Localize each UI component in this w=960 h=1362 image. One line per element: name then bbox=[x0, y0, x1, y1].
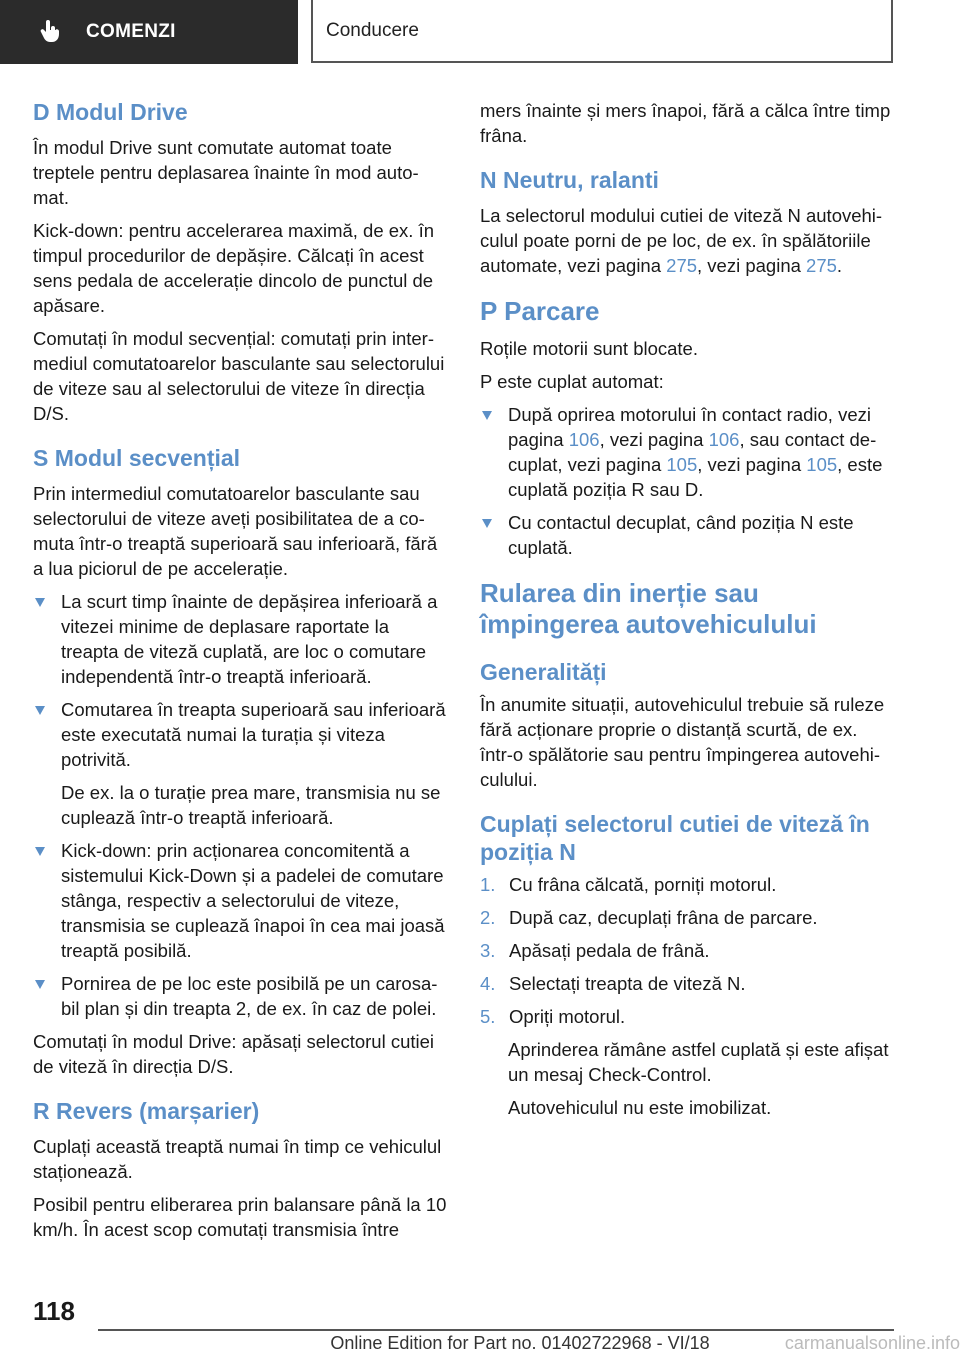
paragraph: Comutați în modul secvențial: comutați prin intermediul comutatoarelor basculante sau selectorului de viteze sau al selectorului de viteze în direcția D/S. bbox=[33, 328, 445, 424]
bullet-triangle-icon bbox=[35, 598, 45, 607]
right-column bbox=[480, 98, 895, 1128]
chapter-tab[interactable] bbox=[311, 0, 893, 63]
paragraph: Prin intermediul comutatoarelor basculante sau selectorului de viteze aveți posibilitatea de a comuta într-o treaptă superioară sau inferioară, fără a lua piciorul de pe accelerație. bbox=[33, 483, 438, 579]
page-number: 118 bbox=[33, 1296, 75, 1326]
bullet-triangle-icon bbox=[482, 411, 492, 420]
step-item: 4. Selectați treapta de viteză N. bbox=[480, 973, 746, 994]
heading-s-mode: S Modul secvențial bbox=[33, 445, 241, 471]
paragraph: Posibil pentru eliberarea prin balansare până la 10 km/h. În acest scop comutați transmisia între bbox=[33, 1194, 447, 1240]
bullet-continuation: De ex. la o turație prea mare, transmisia nu se cuplează într-o treaptă inferioară. bbox=[61, 782, 441, 828]
step-item: 5. Opriți motorul. bbox=[480, 1006, 626, 1027]
section-label: COMENZI bbox=[86, 21, 176, 42]
page-link[interactable]: 106 bbox=[708, 429, 740, 450]
chapter-label: Conducere bbox=[326, 19, 419, 41]
page-link[interactable]: 105 bbox=[666, 454, 698, 475]
step-continuation: Aprinderea rămâne astfel cuplată și este afișat un mesaj Check-Control. bbox=[508, 1039, 889, 1085]
heading-d-mode: D Modul Drive bbox=[33, 99, 188, 125]
page-link[interactable]: 105 bbox=[806, 454, 838, 475]
edition-note: Online Edition for Part no. 01402722968 - VI/18 bbox=[330, 1333, 710, 1353]
heading-n-mode: N Neutru, ralanti bbox=[480, 167, 659, 193]
section-tab[interactable] bbox=[0, 0, 298, 64]
paragraph: La selectorul modului cutiei de viteză N autovehiculul poate porni de pe loc, de ex. în spălătoriile automate, vezi pagina 275, vezi pagina 275. bbox=[480, 205, 883, 276]
step-item: 1. Cu frâna călcată, porniți motorul. bbox=[480, 874, 777, 895]
bullet-item: La scurt timp înainte de depășirea inferioară a vitezei minime de deplasare raportate la treapta de viteză cuplată, are loc o comutare independentă într-o treaptă inferioară. bbox=[33, 589, 448, 689]
paragraph: Kick-down: pentru accelerarea maximă, de ex. în timpul procedurilor de depășire. Călcați în acest sens pedala de accelerație dincolo de punctul de apăsare. bbox=[33, 220, 435, 316]
hand-pointer-icon bbox=[40, 20, 62, 44]
page-header bbox=[0, 0, 960, 66]
step-item: 3. Apăsați pedala de frână. bbox=[480, 940, 710, 961]
step-continuation: Autovehiculul nu este imobilizat. bbox=[508, 1097, 772, 1118]
heading-p-mode: P Parcare bbox=[480, 296, 600, 326]
bullet-item: Kick-down: prin acționarea concomitentă a sistemului Kick-Down și a padelei de comutare stânga, respectiv a selectorului de viteze, transmisia se cuplează înapoi în cea mai joasă treaptă posibilă. bbox=[33, 838, 448, 963]
paragraph: P este cuplat automat: bbox=[480, 371, 664, 392]
paragraph: Comutați în modul Drive: apăsați selectorul cutiei de viteză în direcția D/S. bbox=[33, 1031, 435, 1077]
footer-divider bbox=[98, 1329, 894, 1331]
page-link[interactable]: 275 bbox=[666, 255, 698, 276]
bullet-item: Pornirea de pe loc este posibilă pe un carosabil plan și din treapta 2, de ex. în caz de polei. bbox=[33, 971, 448, 1021]
bullet-item: Comutarea în treapta superioară sau inferioară este executată numai la turația și viteza potrivită. bbox=[33, 697, 448, 772]
bullet-triangle-icon bbox=[35, 706, 45, 715]
bullet-item: După oprirea motorului în contact radio, vezi pagina 106, vezi pagina 106, sau contact decuplat, vezi pagina 105, vezi pagina 105, este cuplată poziția R sau D. bbox=[480, 402, 895, 502]
bullet-item: Cu contactul decuplat, când poziția N este cuplată. bbox=[480, 510, 895, 560]
page-link[interactable]: 275 bbox=[806, 255, 837, 276]
bullet-triangle-icon bbox=[35, 847, 45, 856]
paragraph: mers înainte și mers înapoi, fără a călca între timp frâna. bbox=[480, 100, 891, 146]
watermark: carmanualsonline.info bbox=[784, 1333, 960, 1353]
left-column bbox=[33, 98, 448, 1250]
paragraph: Cuplați această treaptă numai în timp ce vehiculul staționează. bbox=[33, 1136, 442, 1182]
paragraph: În anumite situații, autovehiculul trebuie să ruleze fără acționare proprie o distanță scurtă, de ex. într-o spălătorie sau pentru împingerea autovehiculului. bbox=[480, 694, 885, 790]
bullet-triangle-icon bbox=[482, 519, 492, 528]
bullet-triangle-icon bbox=[35, 980, 45, 989]
heading-rolling: Rularea din inerție sau împingerea autovehiculului bbox=[480, 578, 817, 639]
heading-r-mode: R Revers (marșarier) bbox=[33, 1098, 260, 1124]
heading-general: Generalități bbox=[480, 659, 607, 685]
paragraph: În modul Drive sunt comutate automat toate treptele pentru deplasarea înainte în mod automat. bbox=[33, 137, 419, 208]
paragraph: Roțile motorii sunt blocate. bbox=[480, 338, 698, 359]
page-link[interactable]: 106 bbox=[568, 429, 600, 450]
step-item: 2. După caz, decuplați frâna de parcare. bbox=[480, 907, 818, 928]
heading-engage-n: Cuplați selectorul cutiei de viteză în poziția N bbox=[480, 811, 870, 865]
